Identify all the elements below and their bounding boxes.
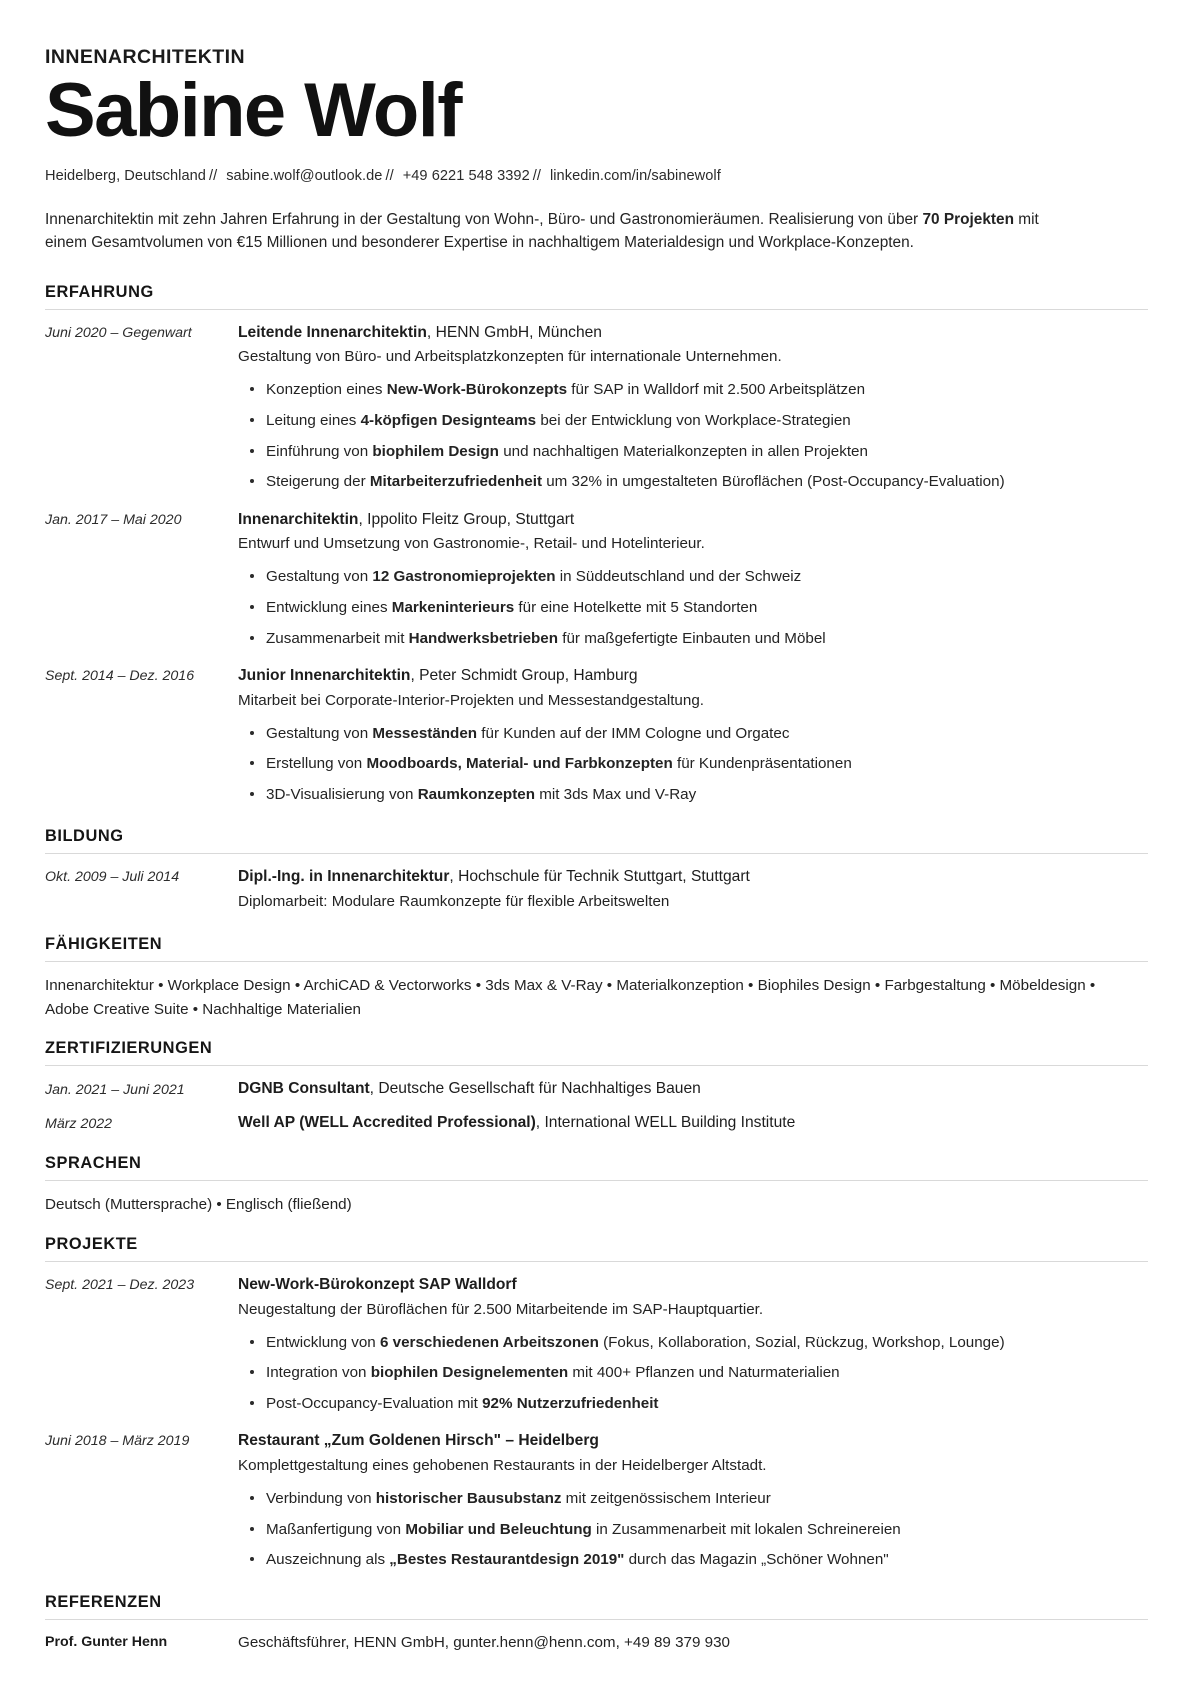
section-projects: [45, 1235, 1148, 1571]
bullet-text-pre: Einführung von: [266, 442, 373, 460]
project-entry: [45, 1430, 1148, 1570]
list-item: [266, 723, 1148, 745]
bullet-text-post: durch das Magazin „Schöner Wohnen": [624, 1551, 889, 1569]
bullet-text-post: für Kunden auf der IMM Cologne und Orgatec: [477, 724, 790, 742]
entry-description: Neugestaltung der Büroflächen für 2.500 Mitarbeitende im SAP-Hauptquartier.: [238, 1300, 764, 1318]
entry-body: [238, 1430, 1148, 1570]
bullet-text-post: (Fokus, Kollaboration, Sozial, Rückzug, Workshop, Lounge): [598, 1333, 1005, 1351]
list-item: [266, 566, 1148, 588]
entry-heading: [238, 322, 1148, 345]
section-title-skills: FÄHIGKEITEN: [45, 935, 163, 954]
entry-degree-title: Dipl.-Ing. in Innenarchitektur: [238, 868, 450, 886]
entry-description: Entwurf und Umsetzung von Gastronomie-, Retail- und Hotelinterieur.: [238, 535, 705, 553]
summary-highlight: 70 Projekten: [922, 210, 1015, 228]
section-divider: [45, 961, 1148, 962]
bullet-text-post: für eine Hotelkette mit 5 Standorten: [514, 598, 758, 616]
entry-heading: [238, 866, 1148, 889]
section-education: [45, 827, 1148, 913]
entry-body: [238, 1078, 1148, 1103]
contact-line: [45, 168, 1148, 184]
bullet-text-bold: „Bestes Restaurantdesign 2019": [389, 1551, 625, 1569]
bullet-text-pre: Gestaltung von: [266, 568, 373, 586]
experience-entry: [45, 509, 1148, 649]
list-item: [266, 1332, 1148, 1354]
entry-heading: [238, 1078, 1148, 1101]
entry-date: Jan. 2017 – Mai 2020: [45, 511, 182, 528]
bullet-text-post: für maßgefertigte Einbauten und Möbel: [558, 629, 826, 647]
entry-body: [238, 1274, 1148, 1414]
entry-description: Gestaltung von Büro- und Arbeitsplatzkonzepten für internationale Unternehmen.: [238, 348, 782, 366]
bullet-text-pre: Entwicklung von: [266, 1333, 380, 1351]
entry-heading: [238, 1274, 1148, 1297]
entry-heading: [238, 1430, 1148, 1453]
bullet-text-bold: Messeständen: [372, 724, 478, 742]
resume-header: [45, 46, 1148, 255]
bullet-text-post: mit 400+ Pflanzen und Naturmaterialien: [568, 1364, 840, 1382]
list-item: [266, 753, 1148, 775]
section-languages: [45, 1154, 1148, 1217]
bullet-text-pre: Zusammenarbeit mit: [266, 629, 409, 647]
bullet-text-bold: Handwerksbetrieben: [408, 629, 559, 647]
summary-text-start: Innenarchitektin mit zehn Jahren Erfahrung in der Gestaltung von Wohn-, Büro- und Gastronomieräumen. Realisierung von über: [45, 210, 923, 228]
bullet-text-pre: 3D-Visualisierung von: [266, 785, 418, 803]
entry-body: [238, 322, 1148, 493]
bullet-text-pre: Konzeption eines: [266, 381, 387, 399]
list-item: [266, 1362, 1148, 1384]
contact-separator: //: [208, 167, 218, 184]
list-item: [266, 1549, 1148, 1571]
project-title: New-Work-Bürokonzept SAP Walldorf: [238, 1276, 517, 1294]
bullet-text-bold: biophilem Design: [372, 442, 499, 460]
bullet-text-pre: Integration von: [266, 1364, 371, 1382]
bullet-text-pre: Entwicklung eines: [266, 598, 392, 616]
section-divider: [45, 1261, 1148, 1262]
entry-description: Mitarbeit bei Corporate-Interior-Projekten und Messestandgestaltung.: [238, 691, 704, 709]
entry-heading: [238, 1112, 1148, 1135]
bullet-text-bold: Mobiliar und Beleuchtung: [405, 1520, 592, 1538]
entry-date: Juni 2018 – März 2019: [45, 1433, 190, 1450]
list-item: [266, 441, 1148, 463]
entry-heading: [238, 509, 1148, 532]
entry-bullet-list: [238, 566, 1148, 649]
bullet-text-pre: Leitung eines: [266, 411, 361, 429]
project-entry: [45, 1274, 1148, 1414]
entry-bullet-list: [238, 723, 1148, 806]
section-certifications: [45, 1039, 1148, 1136]
entry-job-title: Junior Innenarchitektin: [238, 667, 411, 685]
entry-job-title: Innenarchitektin: [238, 510, 359, 528]
list-item: [266, 1488, 1148, 1510]
entry-organization: , Ippolito Fleitz Group, Stuttgart: [358, 510, 575, 528]
entry-description: Diplomarbeit: Modulare Raumkonzepte für flexible Arbeitswelten: [238, 893, 670, 911]
bullet-text-post: in Süddeutschland und der Schweiz: [555, 568, 802, 586]
project-title: Restaurant „Zum Goldenen Hirsch" – Heidelberg: [238, 1432, 599, 1450]
contact-separator: //: [385, 167, 394, 184]
bullet-text-bold: 4-köpfigen Designteams: [360, 411, 537, 429]
bullet-text-post: bei der Entwicklung von Workplace-Strategien: [536, 411, 851, 429]
entry-date: Okt. 2009 – Juli 2014: [45, 869, 180, 886]
contact-email[interactable]: sabine.wolf@outlook.de: [226, 167, 383, 184]
bullet-text-post: in Zusammenarbeit mit lokalen Schreinereien: [591, 1520, 901, 1538]
job-role-title: INNENARCHITEKTIN: [45, 46, 246, 68]
entry-date: März 2022: [45, 1115, 113, 1132]
bullet-text-bold: Mitarbeiterzufriedenheit: [369, 473, 543, 491]
list-item: [266, 628, 1148, 650]
bullet-text-bold: 12 Gastronomieprojekten: [372, 568, 556, 586]
reference-entry: [45, 1632, 1148, 1654]
section-references: [45, 1593, 1148, 1654]
section-divider: [45, 1619, 1148, 1620]
contact-location: Heidelberg, Deutschland: [45, 167, 206, 184]
list-item: [266, 410, 1148, 432]
bullet-text-pre: Post-Occupancy-Evaluation mit: [266, 1394, 483, 1412]
list-item: [266, 1393, 1148, 1415]
entry-organization: , Hochschule für Technik Stuttgart, Stuttgart: [449, 868, 750, 886]
entry-job-title: Leitende Innenarchitektin: [238, 323, 427, 341]
section-divider: [45, 853, 1148, 854]
bullet-text-post: mit 3ds Max und V-Ray: [534, 785, 697, 803]
entry-description: Komplettgestaltung eines gehobenen Restaurants in der Heidelberger Altstadt.: [238, 1457, 767, 1474]
bullet-text-bold: New-Work-Bürokonzepts: [386, 381, 568, 399]
section-title-experience: ERFAHRUNG: [45, 282, 154, 301]
list-item: [266, 597, 1148, 619]
list-item: [266, 784, 1148, 806]
section-title-education: BILDUNG: [45, 827, 124, 846]
entry-bullet-list: [238, 379, 1148, 492]
bullet-text-pre: Verbindung von: [266, 1490, 376, 1508]
certification-issuer: , Deutsche Gesellschaft für Nachhaltiges Bauen: [369, 1080, 701, 1098]
entry-bullet-list: [238, 1332, 1148, 1415]
bullet-text-post: für Kundenpräsentationen: [672, 755, 852, 773]
bullet-text-post: für SAP in Walldorf mit 2.500 Arbeitsplätzen: [567, 381, 866, 399]
entry-body: [238, 665, 1148, 805]
candidate-name: Sabine Wolf: [45, 68, 461, 153]
entry-organization: , HENN GmbH, München: [426, 323, 602, 341]
experience-entry: [45, 665, 1148, 805]
languages-list: Deutsch (Muttersprache) • Englisch (fließend): [45, 1196, 352, 1214]
bullet-text-bold: historischer Bausubstanz: [375, 1490, 562, 1508]
certification-issuer: , International WELL Building Institute: [535, 1113, 796, 1131]
bullet-text-pre: Steigerung der: [266, 473, 370, 491]
certification-entry: [45, 1078, 1148, 1103]
entry-date: Sept. 2014 – Dez. 2016: [45, 668, 195, 685]
section-skills: [45, 935, 1148, 1021]
bullet-text-bold: Markeninterieurs: [391, 598, 515, 616]
list-item: [266, 1519, 1148, 1541]
entry-heading: [238, 665, 1148, 688]
entry-body: [238, 509, 1148, 649]
entry-date: Juni 2020 – Gegenwart: [45, 324, 192, 341]
experience-entry: [45, 322, 1148, 493]
bullet-text-bold: 92% Nutzerzufriedenheit: [482, 1394, 659, 1412]
contact-phone[interactable]: +49 6221 548 3392: [402, 167, 530, 184]
summary-text-end: mit einem Gesamtvolumen von €15 Millionen und besonderer Expertise in nachhaltigem Materialdesign und Workplace-Konzepten.: [45, 210, 1039, 252]
profile-summary: [45, 208, 1075, 255]
bullet-text-bold: 6 verschiedenen Arbeitszonen: [379, 1333, 599, 1351]
section-divider: [45, 309, 1148, 310]
bullet-text-bold: biophilen Designelementen: [370, 1364, 569, 1382]
reference-details: Geschäftsführer, HENN GmbH, gunter.henn@henn.com, +49 89 379 930: [238, 1633, 730, 1651]
section-title-languages: SPRACHEN: [45, 1154, 142, 1173]
bullet-text-pre: Auszeichnung als: [266, 1551, 390, 1569]
section-experience: [45, 283, 1148, 806]
section-divider: [45, 1180, 1148, 1181]
certification-entry: [45, 1112, 1148, 1137]
list-item: [266, 471, 1148, 493]
bullet-text-pre: Erstellung von: [266, 755, 367, 773]
bullet-text-bold: Raumkonzepten: [417, 785, 535, 803]
section-title-projects: PROJEKTE: [45, 1235, 138, 1254]
bullet-text-bold: Moodboards, Material- und Farbkonzepten: [366, 755, 673, 773]
entry-organization: , Peter Schmidt Group, Hamburg: [410, 667, 638, 685]
entry-date: Jan. 2021 – Juni 2021: [45, 1082, 185, 1099]
list-item: [266, 379, 1148, 401]
certification-name: Well AP (WELL Accredited Professional): [238, 1113, 536, 1131]
education-entry: [45, 866, 1148, 913]
bullet-text-post: und nachhaltigen Materialkonzepten in allen Projekten: [498, 442, 868, 460]
contact-separator: //: [532, 167, 541, 184]
bullet-text-pre: Maßanfertigung von: [266, 1520, 406, 1538]
entry-bullet-list: [238, 1488, 1148, 1571]
section-divider: [45, 1065, 1148, 1066]
contact-linkedin[interactable]: linkedin.com/in/sabinewolf: [549, 167, 721, 184]
certification-name: DGNB Consultant: [238, 1080, 370, 1098]
bullet-text-post: mit zeitgenössischem Interieur: [561, 1490, 771, 1508]
entry-date: Sept. 2021 – Dez. 2023: [45, 1277, 195, 1294]
entry-body: [238, 866, 1148, 913]
skills-list: Innenarchitektur • Workplace Design • ArchiCAD & Vectorworks • 3ds Max & V-Ray • Materialkonzeption • Biophiles Design • Farbgestaltung • Möbeldesign • Adobe Creative Suite • Nachhaltige Materialien: [45, 977, 1096, 1018]
entry-body: [238, 1112, 1148, 1137]
bullet-text-pre: Gestaltung von: [266, 724, 373, 742]
reference-name: Prof. Gunter Henn: [45, 1633, 168, 1650]
section-title-references: REFERENZEN: [45, 1592, 162, 1611]
bullet-text-post: um 32% in umgestalteten Büroflächen (Post-Occupancy-Evaluation): [542, 473, 1005, 491]
section-title-certifications: ZERTIFIZIERUNGEN: [45, 1039, 213, 1058]
